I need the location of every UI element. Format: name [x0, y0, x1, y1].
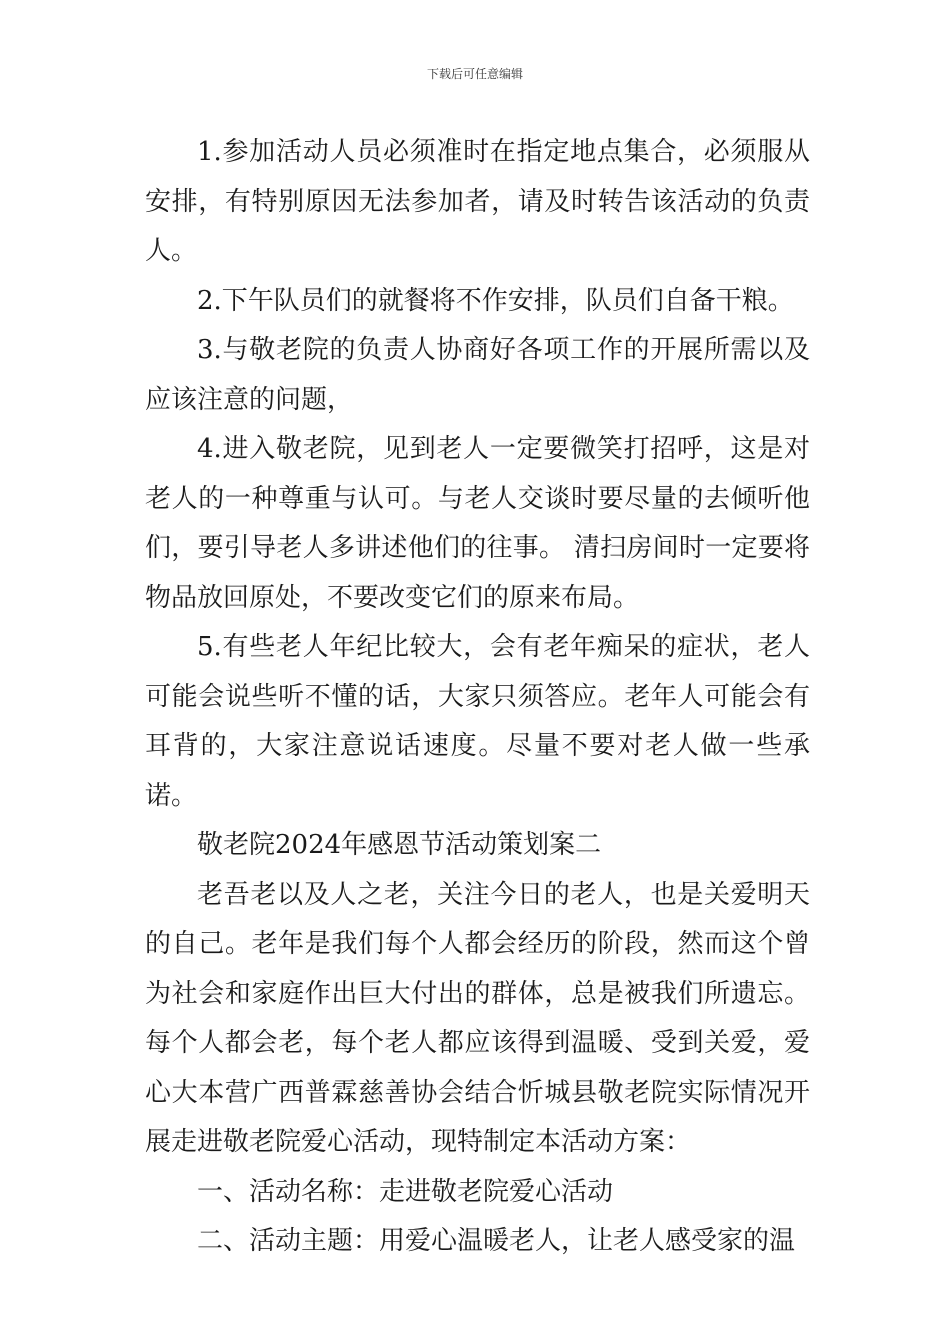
- paragraph-rule-2: 2.下午队员们的就餐将不作安排，队员们自备干粮。: [197, 285, 794, 316]
- paragraph-rule-4: 4.进入敬老院，见到老人一定要微笑打招呼，这是对老人的一种尊重与认可。与老人交谈时要尽量的去倾听他们，要引导老人多讲述他们的往事。 清扫房间时一定要将物品放回原处，不要改变它们的原来布局。: [145, 434, 810, 613]
- paragraph-activity-theme: 二、活动主题：用爱心温暖老人，让老人感受家的温: [197, 1226, 796, 1256]
- paragraph-rule-1: 1.参加活动人员必须准时在指定地点集合，必须服从安排，有特别原因无法参加者，请及时转告该活动的负责人。: [145, 137, 810, 266]
- page-header: 下载后可任意编辑: [426, 67, 523, 81]
- paragraph-activity-name: 一、活动名称：走进敬老院爱心活动: [197, 1176, 614, 1207]
- paragraph-rule-5: 5.有些老人年纪比较大，会有老年痴呆的症状，老人可能会说些听不懂的话，大家只须答应。老年人可能会有耳背的，大家注意说话速度。尽量不要对老人做一些承诺。: [145, 632, 810, 811]
- document-body: [145, 128, 810, 1267]
- paragraph-rule-3: 3.与敬老院的负责人协商好各项工作的开展所需以及应该注意的问题，: [145, 335, 810, 415]
- paragraph-intro: 老吾老以及人之老，关注今日的老人，也是关爱明天的自己。老年是我们每个人都会经历的阶段，然而这个曾为社会和家庭作出巨大付出的群体，总是被我们所遗忘。每个人都会老，每个老人都应该得到温暖、受到关爱，爱心大本营广西普霖慈善协会结合忻城县敬老院实际情况开展走进敬老院爱心活动，现特制定本活动方案：: [145, 879, 810, 1157]
- section-title: 敬老院2024年感恩节活动策划案二: [197, 830, 602, 860]
